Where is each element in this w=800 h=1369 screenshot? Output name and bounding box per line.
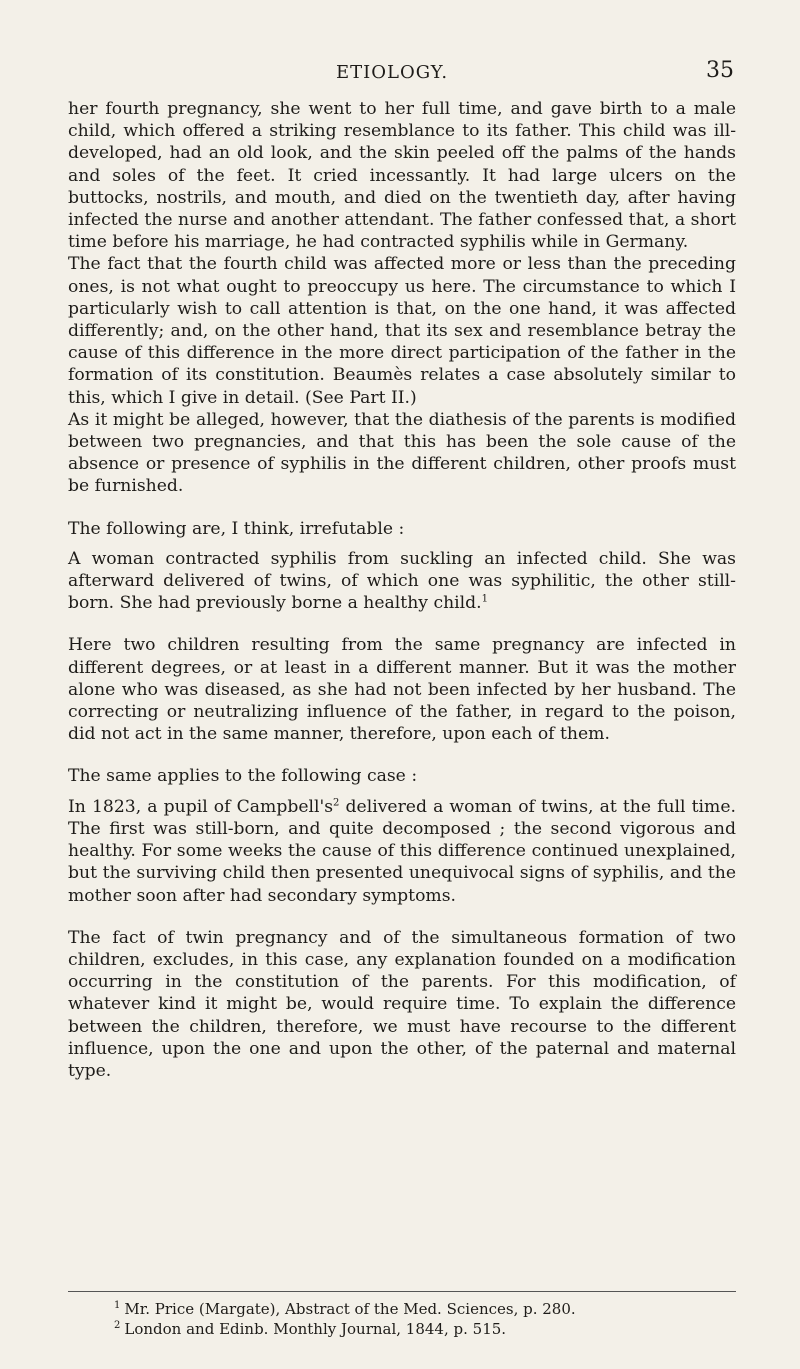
footnote-ref-2: 2	[333, 796, 340, 808]
page-number: 35	[706, 58, 734, 83]
footnote-2-text: London and Edinb. Monthly Journal, 1844, p. 515.	[124, 1320, 507, 1338]
paragraph-4: The following are, I think, irrefutable :	[68, 518, 405, 539]
footnote-ref-1: 1	[481, 593, 488, 605]
footnote-2-mark: 2	[114, 1320, 121, 1331]
footnote-divider	[68, 1291, 736, 1292]
paragraph-8-text-b: delivered a woman of twins, at the full time. The first was still-born, and quite decomposed ; the second vigorous and healthy. For some weeks the cause of this difference continued unexplained, but the surviving child then presented unequivocal signs of syphilis, and the mother soon after had secondary symptoms.	[68, 796, 736, 906]
paragraph-7: The same applies to the following case :	[68, 766, 418, 787]
footnote-2	[68, 1319, 736, 1339]
running-head: ETIOLOGY.	[336, 62, 449, 83]
paragraph-8	[68, 796, 736, 907]
page-header	[0, 58, 800, 88]
paragraph-2: The fact that the fourth child was affected more or less than the preceding ones, is not what ought to preoccupy us here. The circumstance to which I particularly wish to call attention is that, on the one hand, it was affected differently; and, on the other hand, that its sex and resemblance betray the cause of this difference in the more direct participation of the father in the formation of its constitution. Beaumès relates a case absolutely similar to this, which I give in detail. (See Part II.)	[68, 254, 736, 408]
paragraph-6: Here two children resulting from the same pregnancy are infected in different degrees, or at least in a different manner. But it was the mother alone who was diseased, as she had not been infected by her husband. The correcting or neutralizing influence of the father, in regard to the poison, did not act in the same manner, therefore, upon each of them.	[68, 635, 736, 745]
paragraph-1: her fourth pregnancy, she went to her full time, and gave birth to a male child, which offered a striking resemblance to its father. This child was ill-developed, had an old look, and the skin peeled off the palms of the hands and soles of the feet. It cried incessantly. It had large ulcers on the buttocks, nostrils, and mouth, and died on the twentieth day, after having infected the nurse and another attendant. The father confessed that, a short time before his marriage, he had contracted syphilis while in Germany.	[68, 99, 736, 253]
body-text	[68, 98, 736, 1082]
paragraph-5-text: A woman contracted syphilis from suckling an infected child. She was afterward delivered of twins, of which one was syphilitic, the other still-born. She had previously borne a healthy child.	[68, 548, 736, 614]
paragraph-8-text-a: In 1823, a pupil of Campbell's	[68, 796, 334, 817]
footnote-1-text: Mr. Price (Margate), Abstract of the Med. Sciences, p. 280.	[124, 1300, 576, 1318]
paragraph-3: As it might be alleged, however, that the diathesis of the parents is modified between two pregnancies, and that this has been the sole cause of the absence or presence of syphilis in the different children, other proofs must be furnished.	[68, 409, 736, 497]
footnote-1-mark: 1	[114, 1300, 121, 1311]
paragraph-9: The fact of twin pregnancy and of the simultaneous formation of two children, excludes, in this case, any explanation founded on a modification occurring in the constitution of the parents. For this modification, of whatever kind it might be, would require time. To explain the difference between the children, therefore, we must have recourse to the different influence, upon the one and upon the other, of the paternal and maternal type.	[68, 927, 736, 1081]
footnotes	[68, 1299, 736, 1339]
paragraph-5	[68, 548, 736, 615]
footnote-1	[68, 1299, 736, 1319]
